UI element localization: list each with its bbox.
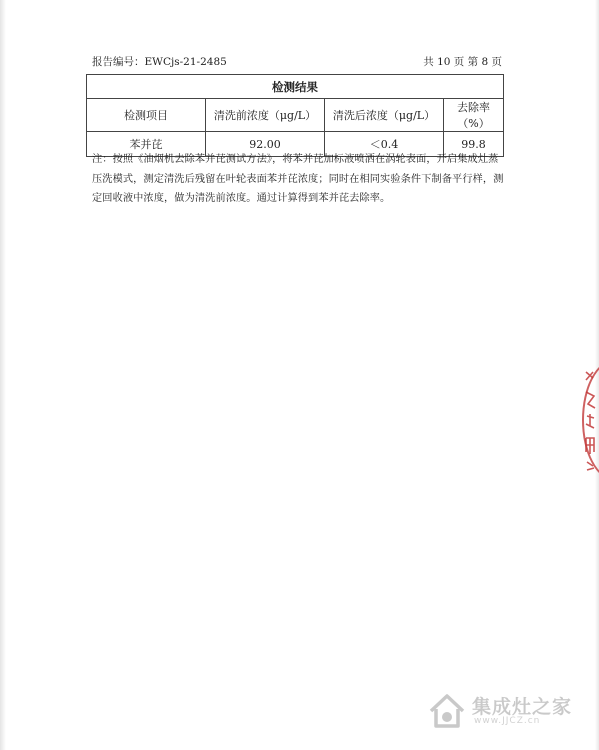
page-indicator: 共 10 页 第 8 页 (423, 56, 502, 68)
cell-item: 苯并芘 (87, 132, 206, 157)
cell-removal-rate: 99.8 (444, 132, 504, 157)
watermark-site-name: 集成灶之家 (472, 696, 573, 718)
note-paragraph (92, 150, 508, 209)
column-header-before: 清洗前浓度（μg/L） (206, 99, 325, 132)
cell-after: ＜0.4 (325, 132, 444, 157)
table-header-row (87, 99, 504, 132)
column-header-after: 清洗后浓度（μg/L） (325, 99, 444, 132)
watermark-url: www.JJCZ.cn (474, 716, 541, 726)
site-watermark (426, 690, 586, 734)
table-title-row (87, 75, 504, 99)
seal-stamp-partial (578, 358, 599, 478)
table-title: 检测结果 (87, 75, 504, 99)
column-header-removal-rate: 去除率（%） (444, 99, 504, 132)
note-line: 定回收液中浓度，做为清洗前浓度。通过计算得到苯并芘去除率。 (92, 193, 391, 204)
house-logo-icon (426, 690, 468, 732)
cell-before: 92.00 (206, 132, 325, 157)
note-line: 注：按照《油烟机去除苯并芘测试方法》，将苯并芘加标液喷洒在涡轮表面，开启集成灶蒸 (92, 154, 499, 165)
page-edge-left (0, 0, 6, 750)
column-header-item: 检测项目 (87, 99, 206, 132)
results-table (86, 74, 504, 157)
report-number: 报告编号：EWCjs-21-2485 (92, 56, 227, 68)
note-line: 压洗模式，测定清洗后残留在叶轮表面苯并芘浓度；同时在相同实验条件下制备平行样，测 (92, 173, 504, 185)
seal-stamp-marks (578, 358, 599, 478)
